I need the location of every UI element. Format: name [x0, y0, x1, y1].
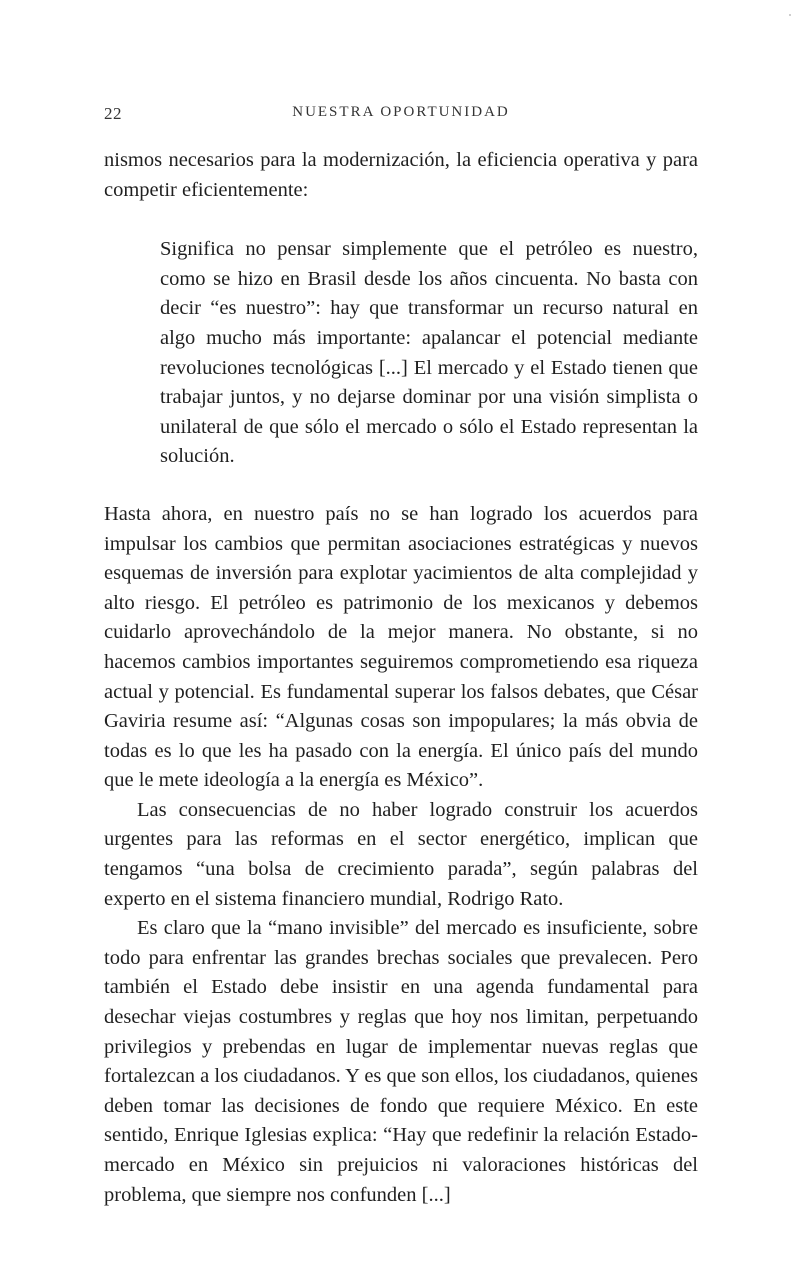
block-quote: Significa no pensar simplemente que el petróleo es nuestro, como se hizo en Brasil desde los años cincuenta. No basta con decir “es nuestro”: hay que transformar un recurso natural en algo mucho más importante: apalancar el potencial mediante revoluciones tecnológicas [...] El mercado y el Estado tienen que trabajar juntos, y no dejarse dominar por una visión simplista o unilateral de que sólo el mercado o sólo el Estado representan la solución. [160, 238, 698, 468]
paragraph-continuation: nismos necesarios para la modernización, la eficiencia operativa y para competir eficientemente: [104, 149, 698, 201]
running-head [104, 104, 698, 128]
page-edge-mark [789, 14, 791, 16]
page-number: 22 [104, 104, 122, 123]
paragraph: Hasta ahora, en nuestro país no se han logrado los acuerdos para impulsar los cambios que permitan asociaciones estratégicas y nuevos esquemas de inversión para explotar yacimientos de alta complejidad y alto riesgo. El petróleo es patrimonio de los mexicanos y debemos cuidarlo aprovechándolo de la mejor manera. No obstante, si no hacemos cambios importantes seguiremos comprometiendo esa riqueza actual y potencial. Es fundamental superar los falsos debates, que César Gaviria resume así: “Algunas cosas son impopulares; la más obvia de todas es lo que les ha pasado con la energía. El único país del mundo que le mete ideología a la energía es México”. [104, 502, 698, 792]
paragraph: Las consecuencias de no haber logrado construir los acuerdos urgentes para las reformas en el sector energético, implican que tengamos “una bolsa de crecimiento parada”, según palabras del experto en el sistema financiero mundial, Rodrigo Rato. [104, 798, 698, 910]
running-title: NUESTRA OPORTUNIDAD [292, 104, 510, 120]
page-body [104, 146, 698, 1210]
paragraph: Es claro que la “mano invisible” del mercado es insuficiente, sobre todo para enfrentar las grandes brechas sociales que prevalecen. Pero también el Estado debe insistir en una agenda fundamental para desechar viejas costumbres y reglas que hoy nos limitan, perpetuando privilegios y prebendas en lugar de implementar nuevas reglas que fortalezcan a los ciudadanos. Y es que son ellos, los ciudadanos, quienes deben tomar las decisiones de fondo que requiere México. En este sentido, Enrique Iglesias explica: “Hay que redefinir la relación Estado-mercado en México sin prejuicios ni valoraciones históricas del problema, que siempre nos confunden [...] [104, 917, 698, 1206]
